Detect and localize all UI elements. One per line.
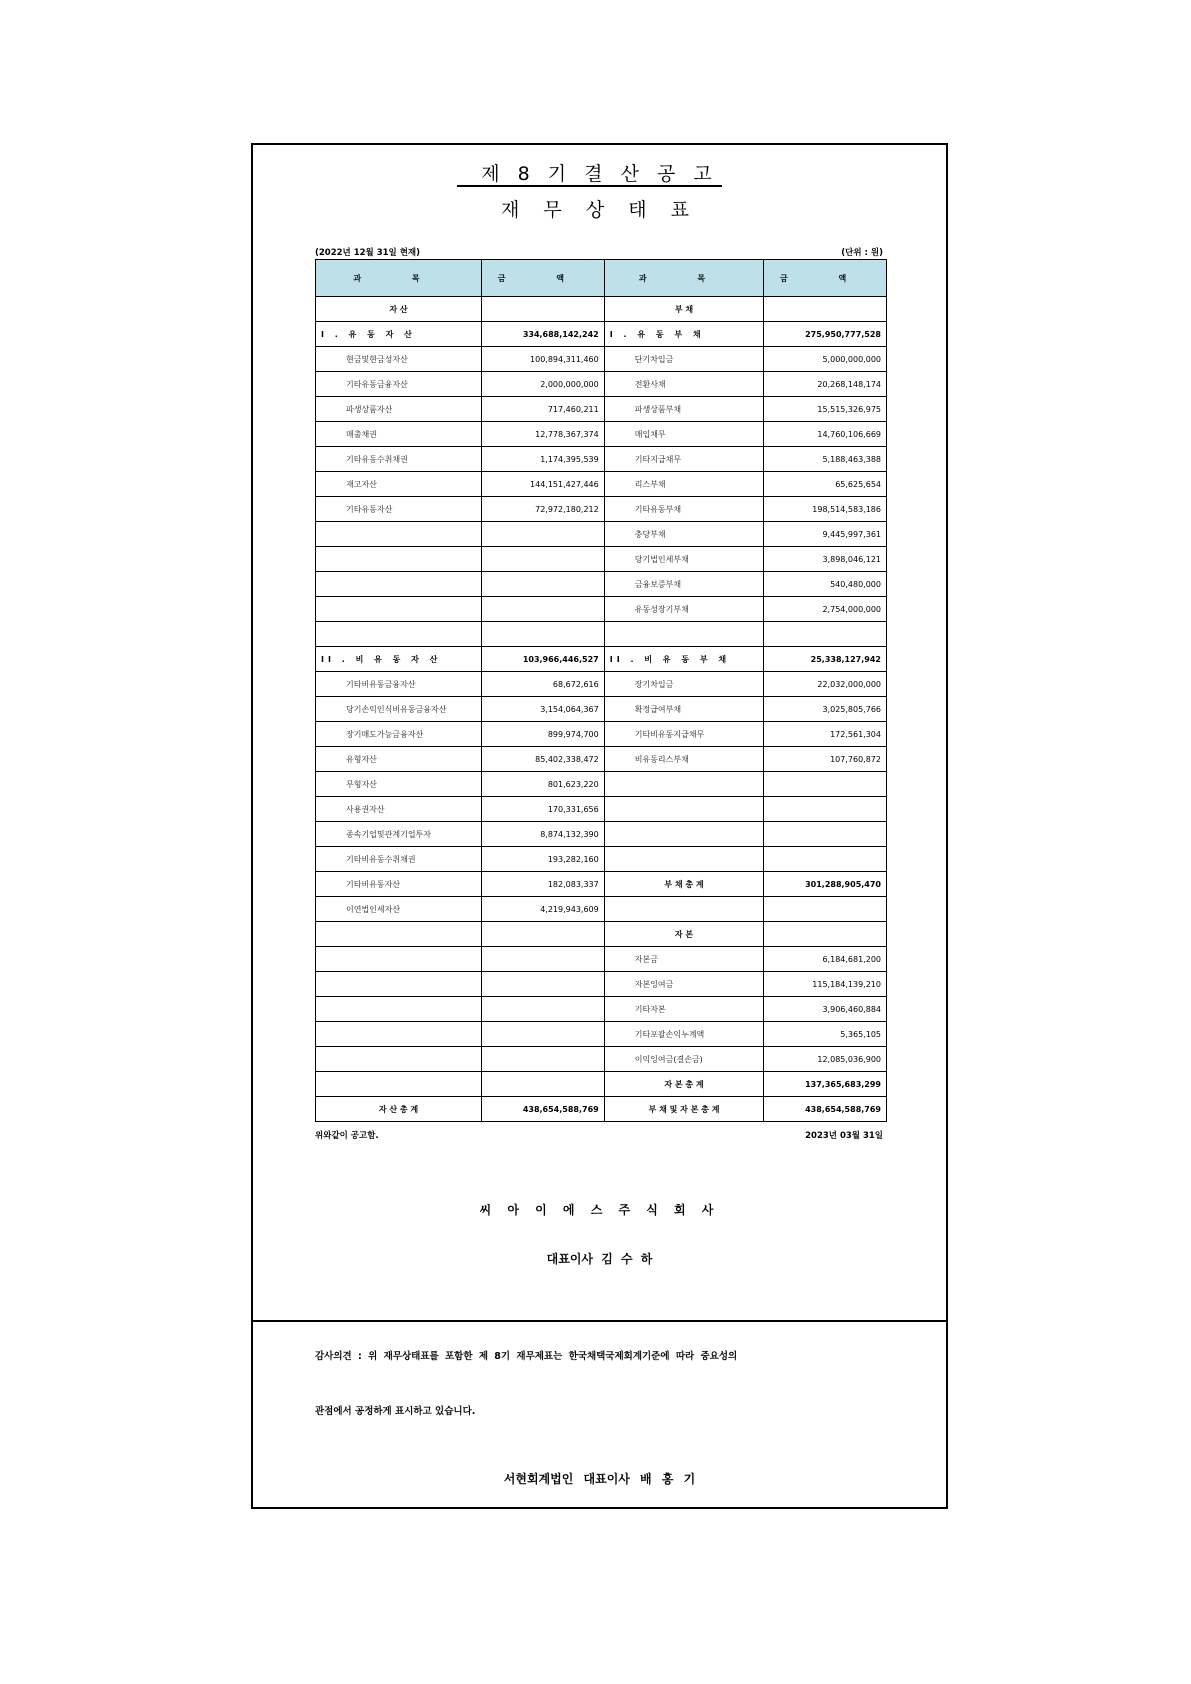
asset-amount <box>482 297 605 322</box>
table-row <box>316 522 887 547</box>
liability-equity-item: 부 채 총 계 <box>604 872 764 897</box>
table-row <box>316 747 887 772</box>
audit-opinion-line-2: 관점에서 공정하게 표시하고 있습니다. <box>315 1406 476 1417</box>
table-row <box>316 597 887 622</box>
asset-item: 파생상품자산 <box>316 397 482 422</box>
asset-item: 종속기업및관계기업투자 <box>316 822 482 847</box>
asset-item: II . 비 유 동 자 산 <box>316 647 482 672</box>
liability-equity-amount <box>764 822 887 847</box>
liability-equity-item: 기타비유동지급채무 <box>604 722 764 747</box>
liability-equity-item: 당기법인세부채 <box>604 547 764 572</box>
liability-equity-amount: 9,445,997,361 <box>764 522 887 547</box>
liability-equity-amount: 3,025,805,766 <box>764 697 887 722</box>
liability-equity-item: 리스부채 <box>604 472 764 497</box>
asset-item <box>316 922 482 947</box>
asset-amount <box>482 572 605 597</box>
table-row <box>316 297 887 322</box>
asset-item: 기타유동금융자산 <box>316 372 482 397</box>
asset-amount: 68,672,616 <box>482 672 605 697</box>
asset-item <box>316 547 482 572</box>
liability-equity-amount: 275,950,777,528 <box>764 322 887 347</box>
liability-equity-item <box>604 622 764 647</box>
table-row <box>316 872 887 897</box>
liability-equity-amount: 20,268,148,174 <box>764 372 887 397</box>
liability-equity-item: 자 본 총 계 <box>604 1072 764 1097</box>
table-row <box>316 397 887 422</box>
section-divider <box>253 1320 946 1322</box>
liability-equity-amount <box>764 622 887 647</box>
asset-item: 유형자산 <box>316 747 482 772</box>
table-row <box>316 822 887 847</box>
liability-equity-amount: 3,898,046,121 <box>764 547 887 572</box>
table-row <box>316 647 887 672</box>
table-row <box>316 1072 887 1097</box>
liability-equity-item: 기타포괄손익누계액 <box>604 1022 764 1047</box>
liability-equity-amount: 438,654,588,769 <box>764 1097 887 1122</box>
table-row <box>316 1022 887 1047</box>
liability-equity-item: 충당부채 <box>604 522 764 547</box>
page-title: 제 8 기 결 산 공 고 <box>481 163 718 185</box>
liability-equity-item: 금융보증부채 <box>604 572 764 597</box>
asset-item <box>316 597 482 622</box>
liability-equity-amount <box>764 847 887 872</box>
asset-amount: 182,083,337 <box>482 872 605 897</box>
liability-equity-item: 확정급여부채 <box>604 697 764 722</box>
notice-date: 2023년 03월 31일 <box>805 1131 883 1141</box>
asset-item <box>316 572 482 597</box>
asset-item <box>316 522 482 547</box>
table-row <box>316 947 887 972</box>
asset-amount <box>482 1072 605 1097</box>
asset-item: 무형자산 <box>316 772 482 797</box>
table-row <box>316 897 887 922</box>
asset-amount: 12,778,367,374 <box>482 422 605 447</box>
liability-equity-item: 부 채 <box>604 297 764 322</box>
table-row <box>316 972 887 997</box>
liability-equity-item <box>604 797 764 822</box>
header-assets-item: 과 목 <box>316 260 482 297</box>
liability-equity-item: 기타유동부채 <box>604 497 764 522</box>
asset-amount: 801,623,220 <box>482 772 605 797</box>
asset-item: 기타비유동금융자산 <box>316 672 482 697</box>
table-row <box>316 1097 887 1122</box>
asset-item: 당기손익인식비유동금융자산 <box>316 697 482 722</box>
liability-equity-item: 자 본 <box>604 922 764 947</box>
asset-amount <box>482 1022 605 1047</box>
asset-amount <box>482 947 605 972</box>
asset-amount <box>482 972 605 997</box>
asset-item: 자 산 총 계 <box>316 1097 482 1122</box>
asset-item <box>316 972 482 997</box>
asset-item: 이연법인세자산 <box>316 897 482 922</box>
asset-amount: 438,654,588,769 <box>482 1097 605 1122</box>
liability-equity-amount: 198,514,583,186 <box>764 497 887 522</box>
liability-equity-item: I . 유 동 부 채 <box>604 322 764 347</box>
asset-item: 기타유동수취채권 <box>316 447 482 472</box>
asset-amount: 103,966,446,527 <box>482 647 605 672</box>
liability-equity-amount: 2,754,000,000 <box>764 597 887 622</box>
asset-item: 사용권자산 <box>316 797 482 822</box>
liability-equity-amount: 115,184,139,210 <box>764 972 887 997</box>
table-row <box>316 697 887 722</box>
asset-item: 장기매도가능금융자산 <box>316 722 482 747</box>
table-row <box>316 572 887 597</box>
liability-equity-amount: 15,515,326,975 <box>764 397 887 422</box>
asset-amount: 899,974,700 <box>482 722 605 747</box>
table-row <box>316 372 887 397</box>
asset-item <box>316 622 482 647</box>
liability-equity-item: 매입채무 <box>604 422 764 447</box>
asset-item: 현금및현금성자산 <box>316 347 482 372</box>
liability-equity-item <box>604 772 764 797</box>
asset-amount: 2,000,000,000 <box>482 372 605 397</box>
table-row <box>316 622 887 647</box>
liability-equity-amount <box>764 797 887 822</box>
liability-equity-item: 단기차입금 <box>604 347 764 372</box>
asset-item: 자 산 <box>316 297 482 322</box>
asset-amount: 1,174,395,539 <box>482 447 605 472</box>
asset-amount <box>482 997 605 1022</box>
liability-equity-amount: 3,906,460,884 <box>764 997 887 1022</box>
liability-equity-amount: 14,760,106,669 <box>764 422 887 447</box>
asset-amount <box>482 547 605 572</box>
liability-equity-amount: 5,365,105 <box>764 1022 887 1047</box>
notice-frame <box>251 143 948 1509</box>
table-row <box>316 922 887 947</box>
liability-equity-item: 이익잉여금(결손금) <box>604 1047 764 1072</box>
table-row <box>316 447 887 472</box>
statement-title: 재 무 상 태 표 <box>501 199 698 221</box>
liability-equity-amount: 12,085,036,900 <box>764 1047 887 1072</box>
asset-amount <box>482 522 605 547</box>
liability-equity-item: 자본금 <box>604 947 764 972</box>
asset-item: 기타비유동수취채권 <box>316 847 482 872</box>
liability-equity-amount <box>764 922 887 947</box>
liability-equity-amount: 5,188,463,388 <box>764 447 887 472</box>
asset-amount <box>482 1047 605 1072</box>
asset-amount: 193,282,160 <box>482 847 605 872</box>
table-row <box>316 997 887 1022</box>
liability-equity-amount <box>764 772 887 797</box>
liability-equity-amount: 172,561,304 <box>764 722 887 747</box>
liability-equity-item: 파생상품부채 <box>604 397 764 422</box>
title-underline <box>457 185 722 187</box>
asset-item: 매출채권 <box>316 422 482 447</box>
liability-equity-amount: 22,032,000,000 <box>764 672 887 697</box>
balance-sheet-table <box>315 259 887 1122</box>
table-row <box>316 847 887 872</box>
table-row <box>316 422 887 447</box>
header-assets-amount: 금 액 <box>482 260 605 297</box>
table-row <box>316 547 887 572</box>
liability-equity-item: 기타지급채무 <box>604 447 764 472</box>
asset-amount <box>482 597 605 622</box>
table-row <box>316 772 887 797</box>
asset-amount: 85,402,338,472 <box>482 747 605 772</box>
liability-equity-amount: 137,365,683,299 <box>764 1072 887 1097</box>
liability-equity-amount: 5,000,000,000 <box>764 347 887 372</box>
liability-equity-amount: 65,625,654 <box>764 472 887 497</box>
header-liabilities-item: 과 목 <box>604 260 764 297</box>
asset-item: 기타비유동자산 <box>316 872 482 897</box>
asset-amount: 334,688,142,242 <box>482 322 605 347</box>
asset-amount: 170,331,656 <box>482 797 605 822</box>
audit-opinion-line-1: 감사의견 : 위 재무상태표를 포함한 제 8기 재무제표는 한국채택국제회계기준에 따라 중요성의 <box>315 1351 738 1362</box>
liability-equity-item: 유동성장기부채 <box>604 597 764 622</box>
auditor-signature: 서현회계법인 대표이사 배 홍 기 <box>503 1472 696 1486</box>
asset-amount: 3,154,064,367 <box>482 697 605 722</box>
asset-amount: 144,151,427,446 <box>482 472 605 497</box>
table-row <box>316 1047 887 1072</box>
table-header-row <box>316 260 887 297</box>
liability-equity-item <box>604 822 764 847</box>
liability-equity-item: 자본잉여금 <box>604 972 764 997</box>
asset-item: 기타유동자산 <box>316 497 482 522</box>
table-row <box>316 322 887 347</box>
liability-equity-item: 부 채 및 자 본 총 계 <box>604 1097 764 1122</box>
liability-equity-amount <box>764 897 887 922</box>
ceo-name: 대표이사 김 수 하 <box>546 1252 653 1266</box>
liability-equity-item: 전환사채 <box>604 372 764 397</box>
notice-text: 위와같이 공고함. <box>315 1131 379 1141</box>
header-liabilities-amount: 금 액 <box>764 260 887 297</box>
table-row <box>316 797 887 822</box>
unit-label: (단위 : 원) <box>841 248 883 258</box>
asset-item <box>316 1047 482 1072</box>
liability-equity-item: II . 비 유 동 부 채 <box>604 647 764 672</box>
asset-item <box>316 997 482 1022</box>
liability-equity-amount: 301,288,905,470 <box>764 872 887 897</box>
liability-equity-amount: 540,480,000 <box>764 572 887 597</box>
liability-equity-amount: 25,338,127,942 <box>764 647 887 672</box>
company-name: 씨 아 이 에 스 주 식 회 사 <box>479 1203 720 1217</box>
report-date: (2022년 12월 31일 현재) <box>315 248 421 258</box>
liability-equity-item: 비유동리스부채 <box>604 747 764 772</box>
asset-amount <box>482 622 605 647</box>
asset-amount: 717,460,211 <box>482 397 605 422</box>
liability-equity-item <box>604 897 764 922</box>
table-row <box>316 722 887 747</box>
liability-equity-amount: 6,184,681,200 <box>764 947 887 972</box>
asset-amount <box>482 922 605 947</box>
liability-equity-item: 기타자본 <box>604 997 764 1022</box>
liability-equity-item: 장기차입금 <box>604 672 764 697</box>
asset-amount: 72,972,180,212 <box>482 497 605 522</box>
asset-amount: 100,894,311,460 <box>482 347 605 372</box>
table-row <box>316 347 887 372</box>
table-row <box>316 672 887 697</box>
liability-equity-amount: 107,760,872 <box>764 747 887 772</box>
asset-amount: 8,874,132,390 <box>482 822 605 847</box>
asset-item <box>316 1072 482 1097</box>
asset-item <box>316 1022 482 1047</box>
liability-equity-amount <box>764 297 887 322</box>
asset-item: 재고자산 <box>316 472 482 497</box>
asset-item: I . 유 동 자 산 <box>316 322 482 347</box>
asset-amount: 4,219,943,609 <box>482 897 605 922</box>
table-row <box>316 472 887 497</box>
liability-equity-item <box>604 847 764 872</box>
table-row <box>316 497 887 522</box>
asset-item <box>316 947 482 972</box>
